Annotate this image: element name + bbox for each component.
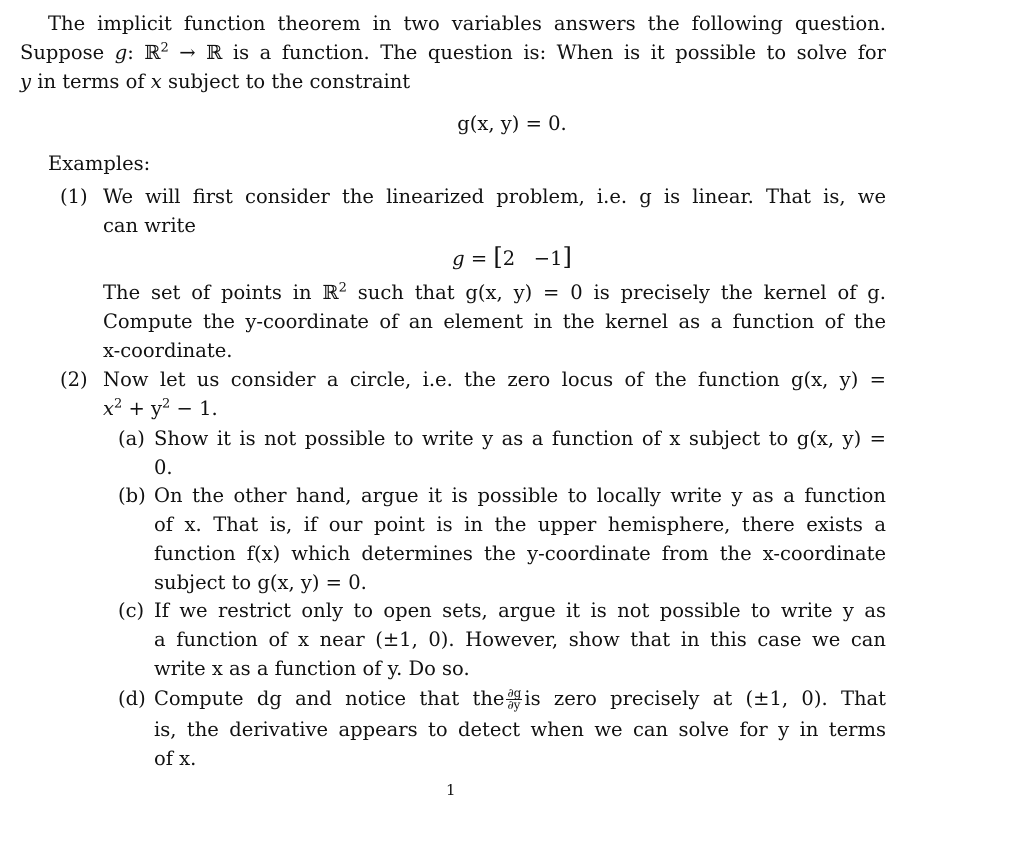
row-vector: [2 −1] [493,243,572,271]
partial-derivative-fraction: $\frac{\partial g}{\partial y}$ [507,686,522,712]
item-2c-line-2: a function of x near (±1, 0). However, show that in this case we can [154,628,886,651]
item-2b-line-3: function f(x) which determines the y-coordinate from the x-coordinate [154,542,886,565]
item-2-line-2: $x^2 + y^2 - 1$. [103,396,218,420]
item-2d-line-2: is, the derivative appears to detect when we can solve for y in terms [154,718,886,741]
linear-map-equation: g = [2 −1] [452,243,572,271]
item-1-line-4: Compute the y-coordinate of an element in the kernel as a function of the [103,310,886,333]
item-2c-line-3: write x as a function of y. Do so. [154,657,470,680]
item-2d-marker: (d) [118,687,146,710]
item-2c-line-1: If we restrict only to open sets, argue it is not possible to write y as [154,599,886,622]
item-2d-line-1: Compute dg and notice that the $\frac{\partial g}{\partial y}$ is zero precisely at (±1, 0). That [154,686,886,712]
item-1-line-5: x-coordinate. [103,339,233,362]
item-1-line-3: The set of points in ℝ$^2$ such that g(x, y) = 0 is precisely the kernel of g. [103,280,886,304]
page-number: 1 [446,781,456,799]
item-2-line-1: Now let us consider a circle, i.e. the zero locus of the function g(x, y) = [103,368,886,391]
item-2b-marker: (b) [118,484,146,507]
item-2-marker: (2) [60,368,88,391]
item-1-line-1: We will first consider the linearized problem, i.e. g is linear. That is, we [103,185,886,208]
item-2b-line-2: of x. That is, if our point is in the upper hemisphere, there exists a [154,513,886,536]
item-2b-line-4: subject to g(x, y) = 0. [154,571,367,594]
constraint-equation: g(x, y) = 0. [457,112,567,135]
item-2d-line-3: of x. [154,747,197,770]
item-2a-line-1: Show it is not possible to write y as a function of x subject to g(x, y) = [154,427,886,450]
intro-line-3: y in terms of x subject to the constraint [20,70,411,93]
examples-heading: Examples: [48,152,151,175]
item-1-marker: (1) [60,185,88,208]
item-2b-line-1: On the other hand, argue it is possible to locally write y as a function [154,484,886,507]
intro-line-2: Suppose g: ℝ$^2$ → ℝ is a function. The question is: When is it possible to solve for [20,40,886,64]
intro-line-1: The implicit function theorem in two variables answers the following question. [48,12,886,35]
item-2a-marker: (a) [118,427,145,450]
item-2c-marker: (c) [118,599,145,622]
item-2a-line-2: 0. [154,456,173,479]
item-1-line-2: can write [103,214,196,237]
